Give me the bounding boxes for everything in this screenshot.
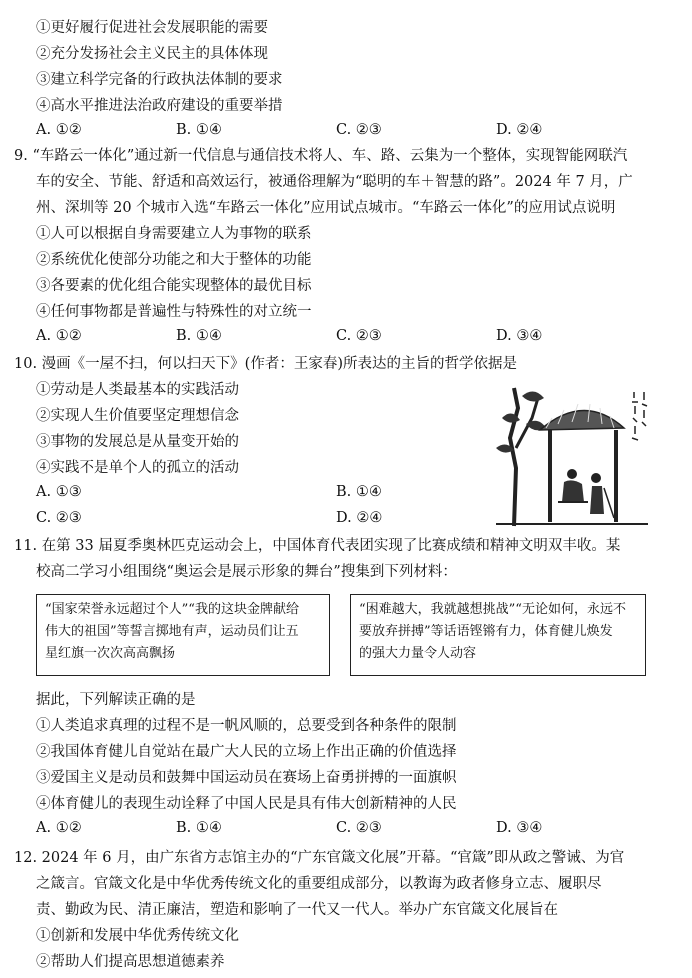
q11-material-left-line-2: 伟大的祖国”等誓言掷地有声，运动员们让五 — [45, 624, 299, 639]
q11-option-d[interactable]: D. ③④ — [496, 820, 543, 836]
q9-item-1: ①人可以根据自身需要建立人为事物的联系 — [36, 226, 312, 242]
q9-option-a[interactable]: A. ①② — [36, 328, 82, 344]
q8-options — [36, 122, 676, 142]
q10-item-3: ③事物的发展总是从量变开始的 — [36, 434, 239, 450]
q8-item-2: ②充分发扬社会主义民主的具体体现 — [36, 46, 268, 62]
q8-option-b[interactable]: B. ①④ — [176, 122, 222, 138]
q12-stem-line-1: 12. 2024 年 6 月，由广东省方志馆主办的“广东官箴文化展”开幕。“官箴”即从政之警诫、为官 — [14, 850, 625, 866]
q9-option-c[interactable]: C. ②③ — [336, 328, 382, 344]
q9-stem-line-1: 9. “车路云一体化”通过新一代信息与通信技术将人、车、路、云集为一个整体，实现智能网联汽 — [14, 148, 628, 164]
q12-item-1: ①创新和发展中华优秀传统文化 — [36, 928, 239, 944]
q11-option-c[interactable]: C. ②③ — [336, 820, 382, 836]
q8-option-c[interactable]: C. ②③ — [336, 122, 382, 138]
q10-item-4: ④实践不是单个人的孤立的活动 — [36, 460, 239, 476]
q11-options — [36, 820, 676, 840]
q10-item-1: ①劳动是人类最基本的实践活动 — [36, 382, 239, 398]
q11-lead: 据此，下列解读正确的是 — [36, 692, 196, 708]
q11-material-right-line-3: 的强大力量令人动容 — [359, 646, 477, 661]
q11-material-left — [36, 594, 330, 676]
q8-item-1: ①更好履行促进社会发展职能的需要 — [36, 20, 268, 36]
q8-option-a[interactable]: A. ①② — [36, 122, 82, 138]
q11-material-left-line-3: 星红旗一次次高高飘扬 — [45, 646, 176, 661]
q11-option-a[interactable]: A. ①② — [36, 820, 82, 836]
q12-stem-line-3: 责、勤政为民、清正廉洁，塑造和影响了一代又一代人。举办广东官箴文化展旨在 — [36, 902, 558, 918]
q10-options-row-1 — [36, 484, 476, 504]
q11-material-right-line-1: “困难越大，我就越想挑战”“无论如何，永远不 — [359, 602, 626, 617]
q9-item-2: ②系统优化使部分功能之和大于整体的功能 — [36, 252, 312, 268]
q10-options-row-2 — [36, 510, 476, 530]
q9-item-4: ④任何事物都是普遍性与特殊性的对立统一 — [36, 304, 312, 320]
q9-stem-line-3: 州、深圳等 20 个城市入选“车路云一体化”应用试点城市。“车路云一体化”的应用试点说明 — [36, 200, 616, 216]
q11-material-left-line-1: “国家荣誉永远超过个人”“我的这块金牌献给 — [45, 602, 299, 617]
q11-stem-line-1: 11. 在第 33 届夏季奥林匹克运动会上，中国体育代表团实现了比赛成绩和精神文明双丰收。某 — [14, 538, 621, 554]
cartoon-illustration — [492, 378, 652, 528]
q10-option-a[interactable]: A. ①③ — [36, 484, 82, 500]
q9-option-d[interactable]: D. ③④ — [496, 328, 543, 344]
q9-options — [36, 328, 676, 348]
q10-option-c[interactable]: C. ②③ — [36, 510, 82, 526]
q12-item-2: ②帮助人们提高思想道德素养 — [36, 954, 225, 970]
q11-material-right-line-2: 要放弃拼搏”等话语铿锵有力，体育健儿焕发 — [359, 624, 613, 639]
q8-item-4: ④高水平推进法治政府建设的重要举措 — [36, 98, 283, 114]
q9-item-3: ③各要素的优化组合能实现整体的最优目标 — [36, 278, 312, 294]
q10-option-b[interactable]: B. ①④ — [336, 484, 382, 500]
q11-stem-line-2: 校高二学习小组围绕“奥运会是展示形象的舞台”搜集到下列材料： — [36, 564, 457, 580]
q10-stem: 10. 漫画《一屋不扫，何以扫天下》(作者：王家春)所表达的主旨的哲学依据是 — [14, 356, 517, 372]
q9-stem-line-2: 车的安全、节能、舒适和高效运行，被通俗理解为“聪明的车＋智慧的路”。2024 年 7 月，广 — [36, 174, 633, 190]
q11-option-b[interactable]: B. ①④ — [176, 820, 222, 836]
q9-option-b[interactable]: B. ①④ — [176, 328, 222, 344]
q11-item-3: ③爱国主义是动员和鼓舞中国运动员在赛场上奋勇拼搏的一面旗帜 — [36, 770, 457, 786]
q8-item-3: ③建立科学完备的行政执法体制的要求 — [36, 72, 283, 88]
q11-item-1: ①人类追求真理的过程不是一帆风顺的，总要受到各种条件的限制 — [36, 718, 457, 734]
q10-item-2: ②实现人生价值要坚定理想信念 — [36, 408, 239, 424]
q10-option-d[interactable]: D. ②④ — [336, 510, 383, 526]
q8-option-d[interactable]: D. ②④ — [496, 122, 543, 138]
q11-item-2: ②我国体育健儿自觉站在最广大人民的立场上作出正确的价值选择 — [36, 744, 457, 760]
q11-material-right — [350, 594, 646, 676]
q11-item-4: ④体育健儿的表现生动诠释了中国人民是具有伟大创新精神的人民 — [36, 796, 457, 812]
q12-stem-line-2: 之箴言。官箴文化是中华优秀传统文化的重要组成部分，以教诲为政者修身立志、履职尽 — [36, 876, 602, 892]
